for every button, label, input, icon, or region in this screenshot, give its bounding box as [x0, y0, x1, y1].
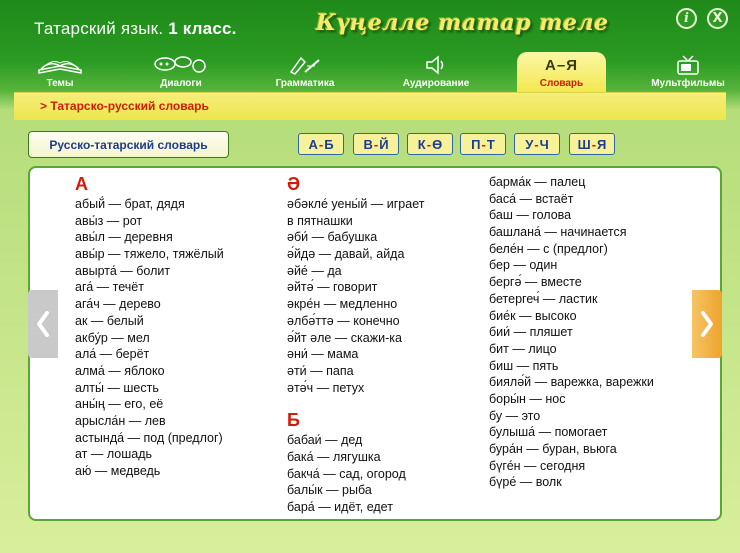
dictionary-entry: авы́з — рот	[75, 213, 143, 228]
dictionary-entry: бер — один	[489, 258, 558, 273]
nav-item-cartoons[interactable]	[646, 52, 730, 92]
dictionary-entry: астында́ — под (предлог)	[75, 430, 223, 445]
dictionary-entry: бара́ — идёт, едет	[287, 500, 393, 514]
dictionary-entry: биш — пять	[489, 358, 559, 373]
dictionary-entry: ә́йт әле — скажи-ка	[287, 330, 402, 345]
dictionary-entry: әни́ — мама	[287, 347, 359, 362]
info-icon: i	[684, 11, 689, 26]
dictionary-entry: беле́н — с (предлог)	[489, 241, 608, 256]
dictionary-entry: ала́ — берёт	[75, 347, 150, 362]
dictionary-entry: башлана́ — начинается	[489, 225, 627, 240]
dictionary-icon: А–Я	[545, 57, 578, 74]
dictionary-entry: авы́л — деревня	[75, 230, 173, 245]
dictionary-entry: в пятнашки	[287, 213, 353, 228]
dictionary-entry: бака́ — лягушка	[287, 449, 381, 464]
dictionary-entry: арысла́н — лев	[75, 413, 166, 428]
dictionary-entry: бабаи́ — дед	[287, 433, 363, 448]
grammar-icon	[270, 52, 340, 78]
letter-tab-from: Ш	[577, 136, 591, 152]
dictionary-column-1	[75, 172, 224, 480]
letter-heading: А	[75, 174, 88, 194]
nav-label-grammar: Грамматика	[275, 78, 335, 89]
letter-tab-v-y[interactable]: В - Й	[353, 133, 399, 155]
nav-item-dialogs[interactable]	[148, 52, 214, 92]
dictionary-entry: бетергеч́ — ластик	[489, 291, 598, 306]
nav-label-listening: Аудирование	[402, 78, 470, 89]
app-title	[34, 19, 237, 39]
letter-tab-p-t[interactable]: П - Т	[460, 133, 506, 155]
letter-tab-to: Т	[486, 136, 495, 152]
letter-heading: Б	[287, 410, 300, 431]
dictionary-entry: алма́ — яблоко	[75, 363, 165, 378]
letter-tab-to: Ө	[432, 136, 443, 152]
dictionary-entry: балы́к — рыба	[287, 483, 372, 498]
letter-tab-from: А	[308, 136, 318, 152]
nav-label-dictionary: Словарь	[539, 78, 584, 89]
letter-tab-a-b[interactable]: А - Б	[298, 133, 344, 155]
dictionary-entry: әби́ — бабушка	[287, 230, 378, 245]
letter-tab-from: У	[525, 136, 534, 152]
app-title-grade: 1 класс.	[168, 19, 237, 38]
nav-item-listening[interactable]	[396, 52, 476, 92]
dictionary-entry: әйе́ — да	[287, 263, 342, 278]
letter-tab-to: Й	[379, 136, 389, 152]
audio-icon	[396, 52, 476, 78]
dictionary-panel	[28, 166, 722, 521]
nav-item-topics[interactable]	[30, 52, 90, 92]
dictionary-entry: бие́к — высоко	[489, 308, 577, 323]
letter-tab-to: Ч	[539, 136, 549, 152]
chevron-right-icon	[699, 310, 715, 338]
letter-tab-to: Б	[324, 136, 334, 152]
dictionary-entry: авы́р — тяжело, тяжёлый	[75, 247, 224, 262]
next-page-button[interactable]	[692, 290, 722, 358]
letter-tab-from: В	[363, 136, 373, 152]
letter-tab-to: Я	[597, 136, 607, 152]
dictionary-entry: аны́ң — его, её	[75, 397, 164, 412]
close-icon: X	[712, 11, 723, 26]
letter-tab-u-ch[interactable]: У - Ч	[514, 133, 560, 155]
letter-tab-k-o[interactable]: К - Ө	[407, 133, 453, 155]
dictionary-entry: ак — белый	[75, 313, 144, 328]
dictionary-entry: алты́ — шесть	[75, 380, 159, 395]
letter-tab-from: П	[471, 136, 481, 152]
app-logo: Күңелле татар теле	[316, 10, 609, 36]
dictionary-column-3	[489, 174, 654, 491]
dictionary-entry: акбу́р — мел	[75, 330, 150, 345]
dictionary-entry: әбәкле́ уены́й — играет	[287, 197, 425, 211]
dictionary-entry: абый́ — брат, дядя	[75, 197, 185, 211]
close-button[interactable]	[707, 8, 728, 29]
dictionary-entry: булыша́ — помогает	[489, 425, 608, 440]
dictionary-entry: әлбә́ттә — конечно	[287, 313, 400, 328]
dictionary-entry: ат — лошадь	[75, 447, 153, 462]
dictionary-entry: әти́ — папа	[287, 363, 354, 378]
breadcrumb: > Татарско-русский словарь	[14, 92, 726, 120]
dictionary-entry: биялә́й — варежка, варежки	[489, 375, 654, 390]
letter-tab-sh-ya[interactable]: Ш - Я	[569, 133, 615, 155]
dictionary-entry: бу — это	[489, 408, 541, 423]
russian-tatar-dictionary-button[interactable]: Русско-татарский словарь	[28, 131, 229, 158]
nav-label-cartoons: Мультфильмы	[651, 78, 725, 89]
dictionary-entry: бит — лицо	[489, 341, 557, 356]
dictionary-entry: әкре́н — медленно	[287, 297, 398, 312]
dictionary-entry: әйтә́ — говорит	[287, 280, 378, 295]
dialog-icon	[148, 52, 214, 78]
letter-tab-from: К	[417, 136, 426, 152]
dictionary-entry: бергә́ — вместе	[489, 275, 582, 290]
dictionary-entry: ә́йдә — давай, айда	[287, 247, 405, 262]
app-title-subject: Татарский язык.	[34, 19, 164, 38]
dictionary-entry: боры́н — нос	[489, 391, 566, 406]
dictionary-entry: баса́ — встаёт	[489, 191, 574, 206]
info-button[interactable]	[676, 8, 697, 29]
book-icon	[30, 52, 90, 78]
dictionary-entry: барма́к — палец	[489, 175, 586, 189]
nav-item-grammar[interactable]	[270, 52, 340, 92]
chevron-left-icon	[35, 310, 51, 338]
nav-label-topics: Темы	[46, 78, 74, 89]
nav-label-dialogs: Диалоги	[160, 78, 202, 89]
dictionary-entry: аю́ — медведь	[75, 464, 161, 478]
main-nav	[0, 52, 740, 92]
dictionary-entry: бакча́ — сад, огород	[287, 466, 406, 481]
nav-item-dictionary[interactable]	[517, 52, 606, 92]
letter-heading: Ә	[287, 174, 301, 194]
dictionary-entry: авырта́ — болит	[75, 263, 171, 278]
dictionary-entry: бии́ — пляшет	[489, 325, 573, 340]
dictionary-entry: бүге́н — сегодня	[489, 458, 586, 473]
dictionary-entry: бүре́ — волк	[489, 475, 562, 490]
dictionary-entry: ага́ч — дерево	[75, 297, 161, 312]
prev-page-button[interactable]	[28, 290, 58, 358]
dictionary-entry: әтә́ч — петух	[287, 380, 365, 395]
dictionary-entry: баш — голова	[489, 208, 572, 223]
dictionary-entry: ага́ — течёт	[75, 280, 144, 295]
dictionary-column-2	[287, 172, 424, 516]
dictionary-entry: бура́н — буран, вьюга	[489, 442, 617, 456]
tv-icon	[646, 52, 730, 78]
